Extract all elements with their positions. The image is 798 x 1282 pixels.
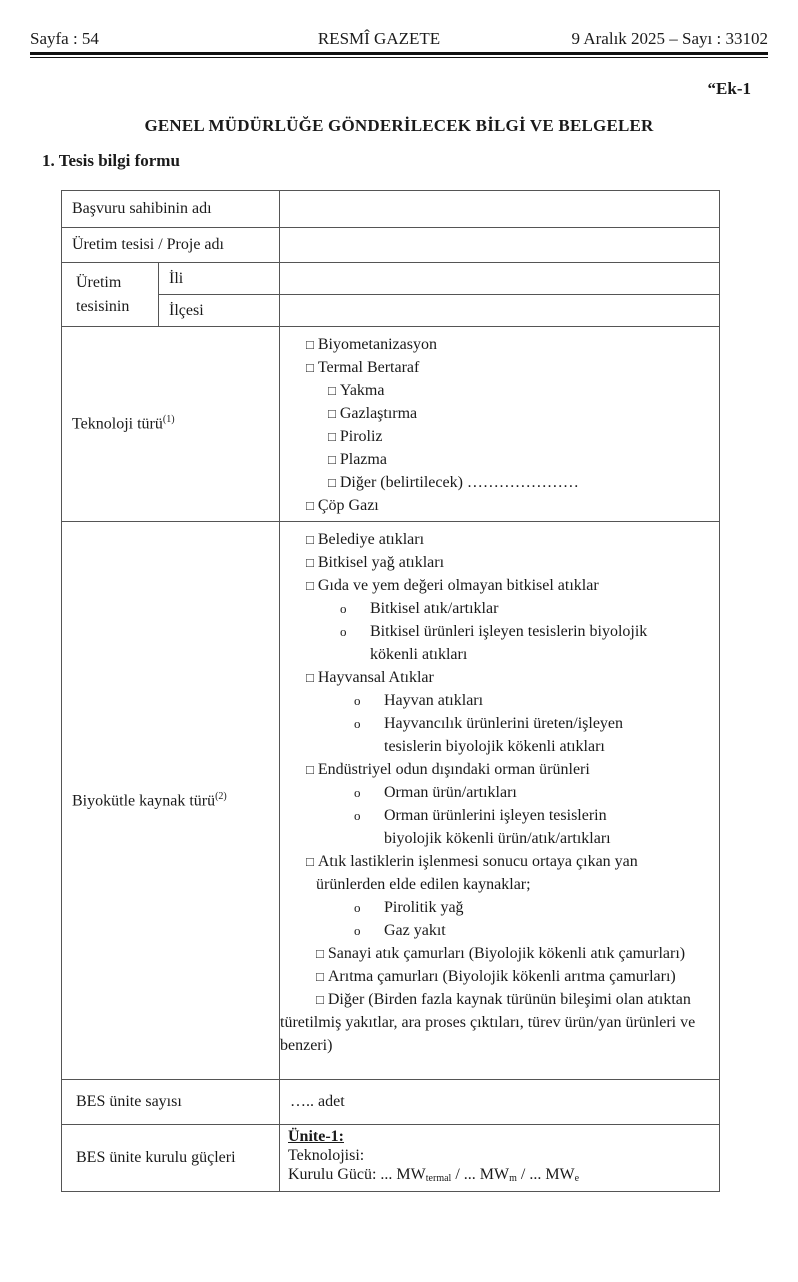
option-label: Termal Bertaraf — [317, 359, 420, 376]
option-label: Piroliz — [339, 428, 383, 445]
header-rule-thin — [30, 57, 768, 58]
checkbox-icon[interactable]: □ — [306, 337, 314, 352]
option-label: Gazlaştırma — [339, 405, 418, 422]
form-row-biomass — [62, 522, 720, 1080]
checkbox-icon[interactable]: □ — [316, 969, 324, 984]
option-label: Hayvansal Atıklar — [317, 669, 434, 686]
sub-item-label: Gaz yakıt — [384, 922, 446, 939]
option-hayvansal[interactable] — [280, 666, 719, 689]
option-diger-biomass[interactable] — [280, 988, 719, 1057]
sub-item-label: Bitkisel ürünleri işleyen tesislerin biyolojik — [370, 623, 648, 640]
form-row-unit-count — [62, 1080, 720, 1125]
circle-bullet-icon: o — [340, 624, 347, 639]
biomass-label-cell — [62, 522, 280, 1080]
unit-power-text: / ... MW — [451, 1166, 510, 1183]
option-bitkisel-yag[interactable] — [280, 551, 719, 574]
form-row-province — [62, 263, 720, 295]
option-label: Biyometanizasyon — [317, 336, 437, 353]
applicant-label: Başvuru sahibinin adı — [62, 191, 280, 228]
checkbox-icon[interactable]: □ — [306, 532, 314, 547]
checkbox-icon[interactable]: □ — [306, 762, 314, 777]
date-issue: 9 Aralık 2025 – Sayı : 33102 — [571, 29, 768, 48]
option-biyometanizasyon[interactable] — [280, 333, 719, 356]
sub-item-bitkisel-urun — [280, 620, 719, 643]
sub-item-label: Bitkisel atık/artıklar — [370, 600, 499, 617]
checkbox-icon[interactable]: □ — [316, 946, 324, 961]
option-label: Sanayi atık çamurları (Biyolojik kökenli atık çamurları) — [327, 945, 686, 962]
district-field[interactable] — [280, 295, 720, 327]
facility-info-form — [61, 190, 720, 1192]
biomass-note: (2) — [215, 790, 227, 802]
unit-power-label: BES ünite kurulu güçleri — [62, 1125, 280, 1192]
option-diger-technology[interactable] — [280, 471, 719, 494]
checkbox-icon[interactable]: □ — [306, 670, 314, 685]
unit-count-field[interactable]: ….. adet — [280, 1080, 720, 1125]
circle-bullet-icon: o — [354, 900, 361, 915]
option-label: Arıtma çamurları (Biyolojik kökenli arıtma çamurları) — [327, 968, 676, 985]
option-label: Bitkisel yağ atıkları — [317, 554, 445, 571]
option-belediye[interactable] — [280, 528, 719, 551]
sub-item-continuation: biyolojik kökenli ürün/atık/artıkları — [384, 830, 611, 847]
circle-bullet-icon: o — [354, 785, 361, 800]
option-label: Çöp Gazı — [317, 497, 379, 514]
header-rule-thick — [30, 52, 768, 55]
sub-item-orman-urun — [280, 781, 719, 804]
option-label: Yakma — [339, 382, 385, 399]
circle-bullet-icon: o — [354, 693, 361, 708]
facility-label: Üretim tesisinin — [62, 263, 159, 327]
option-piroliz[interactable] — [280, 425, 719, 448]
option-label: Endüstriyel odun dışındaki orman ürünleri — [317, 761, 590, 778]
option-sanayi[interactable] — [280, 942, 719, 965]
technology-note: (1) — [162, 414, 175, 426]
checkbox-icon[interactable]: □ — [306, 555, 314, 570]
option-termal-bertaraf[interactable] — [280, 356, 719, 379]
form-row-project — [62, 228, 720, 263]
biomass-label: Biyokütle kaynak türü — [72, 792, 216, 810]
sub-item-bitkisel-atik — [280, 597, 719, 620]
option-label: Gıda ve yem değeri olmayan bitkisel atıklar — [317, 577, 599, 594]
technology-options — [280, 327, 720, 522]
district-label: İlçesi — [159, 295, 280, 327]
sub-item-orman-isleyen — [280, 804, 719, 827]
checkbox-icon[interactable]: □ — [328, 452, 336, 467]
sub-item-continuation: tesislerin biyolojik kökenli atıkları — [384, 738, 605, 755]
biomass-options — [280, 522, 720, 1080]
form-row-technology — [62, 327, 720, 522]
option-label: Plazma — [339, 451, 387, 468]
unit-power-sub: m — [509, 1173, 517, 1184]
technology-label: Teknoloji türü — [72, 415, 163, 433]
checkbox-icon[interactable]: □ — [328, 429, 336, 444]
option-label: Belediye atıkları — [317, 531, 425, 548]
section-title: 1. Tesis bilgi formu — [42, 151, 180, 170]
unit-power-text: / ... MW — [516, 1166, 575, 1183]
form-row-district — [62, 295, 720, 327]
option-label: Diğer (Birden fazla kaynak türünün bileşimi olan atıktan türetilmiş yakıtlar, ara proses çıktıları, türev ürün/yan ürünleri ve benzeri) — [280, 991, 696, 1054]
unit-power-field[interactable] — [280, 1125, 720, 1192]
unit-count-label: BES ünite sayısı — [62, 1080, 280, 1125]
checkbox-icon[interactable]: □ — [328, 383, 336, 398]
applicant-field[interactable] — [280, 191, 720, 228]
circle-bullet-icon: o — [354, 716, 361, 731]
province-field[interactable] — [280, 263, 720, 295]
technology-label-cell — [62, 327, 280, 522]
sub-item-hayvan-atik — [280, 689, 719, 712]
option-aritma[interactable] — [280, 965, 719, 988]
project-label: Üretim tesisi / Proje adı — [62, 228, 280, 263]
unit-power — [288, 1165, 709, 1188]
sub-item-hayvancilik — [280, 712, 719, 735]
sub-item-pirolitik-yag — [280, 896, 719, 919]
unit-power-sub: e — [574, 1173, 580, 1184]
option-plazma[interactable] — [280, 448, 719, 471]
checkbox-icon[interactable]: □ — [306, 498, 314, 513]
sub-item-gaz-yakit — [280, 919, 719, 942]
option-label: Atık lastiklerin işlenmesi sonucu ortaya çıkan yan — [317, 853, 638, 870]
page-number: Sayfa : 54 — [30, 29, 99, 48]
sub-item-label: Pirolitik yağ — [384, 899, 464, 916]
checkbox-icon[interactable]: □ — [316, 992, 324, 1007]
circle-bullet-icon: o — [354, 808, 361, 823]
unit-power-text: Kurulu Gücü: ... MW — [288, 1166, 426, 1183]
main-title: GENEL MÜDÜRLÜĞE GÖNDERİLECEK BİLGİ VE BELGELER — [144, 116, 654, 135]
publication-name: RESMÎ GAZETE — [317, 29, 441, 48]
checkbox-icon[interactable]: □ — [328, 475, 336, 490]
option-yakma[interactable] — [280, 379, 719, 402]
sub-item-label: Hayvancılık ürünlerini üreten/işleyen — [384, 715, 624, 732]
checkbox-icon[interactable]: □ — [306, 578, 314, 593]
option-gazlastirma[interactable] — [280, 402, 719, 425]
form-row-applicant — [62, 191, 720, 228]
sub-item-label: Hayvan atıkları — [384, 692, 484, 709]
sub-item-label: Orman ürünlerini işleyen tesislerin — [384, 807, 607, 824]
option-gida[interactable] — [280, 574, 719, 597]
page-header — [30, 29, 768, 51]
sub-item-label: Orman ürün/artıkları — [384, 784, 517, 801]
option-label: Diğer (belirtilecek) ………………… — [339, 474, 579, 491]
checkbox-icon[interactable]: □ — [328, 406, 336, 421]
circle-bullet-icon: o — [354, 923, 361, 938]
unit-power-sub: termal — [425, 1173, 452, 1184]
province-label: İli — [159, 263, 280, 295]
option-continuation: ürünlerden elde edilen kaynaklar; — [316, 876, 531, 893]
sub-item-continuation: kökenli atıkları — [370, 646, 468, 663]
unit-technology: Teknolojisi: — [288, 1147, 365, 1164]
annex-label: “Ek-1 — [707, 79, 751, 98]
option-cop-gazi[interactable] — [280, 494, 719, 517]
circle-bullet-icon: o — [340, 601, 347, 616]
project-field[interactable] — [280, 228, 720, 263]
checkbox-icon[interactable]: □ — [306, 854, 314, 869]
checkbox-icon[interactable]: □ — [306, 360, 314, 375]
unit-title: Ünite-1: — [288, 1128, 344, 1145]
form-row-unit-power — [62, 1125, 720, 1192]
option-orman[interactable] — [280, 758, 719, 781]
option-atik-lastik[interactable] — [280, 850, 719, 873]
